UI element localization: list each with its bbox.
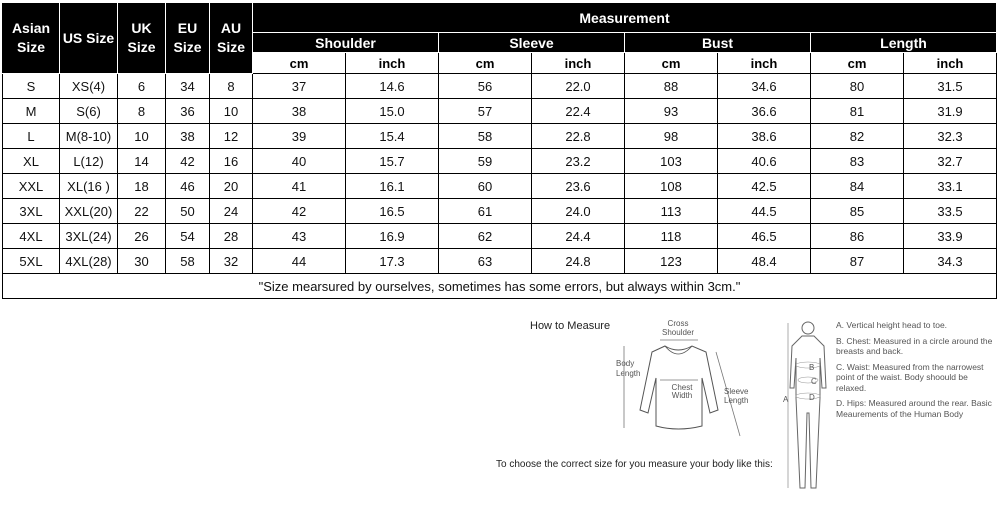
table-cell: 16 [210,149,253,174]
table-cell: 24.4 [532,224,625,249]
table-row [3,199,997,224]
sleeve-label-2: Length [724,396,749,405]
table-cell: 84 [811,174,904,199]
table-cell: 8 [118,99,166,124]
table-cell: 108 [625,174,718,199]
table-cell: L(12) [60,149,118,174]
table-cell: 113 [625,199,718,224]
table-note: "Size mearsured by ourselves, sometimes has some errors, but always within 3cm." [3,274,997,299]
header-shoulder: Shoulder [253,33,439,53]
table-cell: 46.5 [718,224,811,249]
table-cell: 4XL(28) [60,249,118,274]
table-cell: 3XL [3,199,60,224]
table-cell: 39 [253,124,346,149]
cross-label-1: Cross [667,319,689,328]
table-cell: 12 [210,124,253,149]
table-cell: 118 [625,224,718,249]
table-cell: 22 [118,199,166,224]
header-measurement: Measurement [253,3,997,33]
header-length: Length [811,33,997,53]
table-cell: 36 [166,99,210,124]
table-cell: XXL(20) [60,199,118,224]
table-cell: 56 [439,74,532,99]
table-cell: 63 [439,249,532,274]
table-cell: 38 [166,124,210,149]
table-cell: 43 [253,224,346,249]
table-cell: 40.6 [718,149,811,174]
table-cell: 86 [811,224,904,249]
table-cell: 81 [811,99,904,124]
table-cell: 58 [166,249,210,274]
table-cell: S(6) [60,99,118,124]
table-cell: 80 [811,74,904,99]
table-cell: 24.8 [532,249,625,274]
def-a: A. Vertical height head to toe. [836,320,948,330]
table-cell: 42 [253,199,346,224]
table-cell: 16.5 [346,199,439,224]
table-row [3,174,997,199]
unit-cm: cm [811,53,904,74]
table-cell: 36.6 [718,99,811,124]
table-cell: 8 [210,74,253,99]
table-cell: 40 [253,149,346,174]
table-cell: 16.1 [346,174,439,199]
table-cell: 42.5 [718,174,811,199]
table-cell: 32.3 [904,124,997,149]
table-cell: 38.6 [718,124,811,149]
table-cell: 37 [253,74,346,99]
table-cell: 93 [625,99,718,124]
header-eu-size: EU Size [166,3,210,74]
table-cell: 41 [253,174,346,199]
table-cell: 88 [625,74,718,99]
table-cell: 4XL [3,224,60,249]
table-cell: 5XL [3,249,60,274]
unit-inch: inch [532,53,625,74]
table-cell: 57 [439,99,532,124]
table-cell: M(8-10) [60,124,118,149]
table-cell: 54 [166,224,210,249]
unit-cm: cm [625,53,718,74]
table-cell: 18 [118,174,166,199]
table-cell: XXL [3,174,60,199]
table-row [3,99,997,124]
def-b: B. Chest: Measured in a circle around the breasts and back. [836,335,993,356]
table-cell: 32 [210,249,253,274]
how-to-measure-title: How to Measure [530,320,611,332]
table-cell: 15.7 [346,149,439,174]
garment-measure-diagram [610,318,760,458]
table-cell: 33.5 [904,199,997,224]
table-cell: 10 [210,99,253,124]
table-row [3,74,997,99]
table-cell: 16.9 [346,224,439,249]
table-cell: 20 [210,174,253,199]
table-cell: 15.0 [346,99,439,124]
table-cell: 34.6 [718,74,811,99]
def-d: D. Hips: Measured around the rear. Basic Meaurements of the Human Body [836,398,992,419]
table-row [3,149,997,174]
table-cell: 61 [439,199,532,224]
table-row [3,224,997,249]
table-cell: 23.6 [532,174,625,199]
table-cell: 24.0 [532,199,625,224]
table-row [3,124,997,149]
table-cell: 44.5 [718,199,811,224]
table-cell: XL(16 ) [60,174,118,199]
table-cell: 22.4 [532,99,625,124]
table-row [3,249,997,274]
table-cell: 85 [811,199,904,224]
header-bust: Bust [625,33,811,53]
table-cell: 23.2 [532,149,625,174]
table-cell: 103 [625,149,718,174]
table-cell: 34.3 [904,249,997,274]
chest-label-2: Width [671,391,693,400]
choose-size-instruction: To choose the correct size for you measure your body like this: [496,459,773,470]
table-cell: 123 [625,249,718,274]
table-cell: 83 [811,149,904,174]
table-cell: 58 [439,124,532,149]
body-label-1: Body [616,359,635,368]
table-cell: 31.5 [904,74,997,99]
table-cell: 31.9 [904,99,997,124]
table-cell: M [3,99,60,124]
table-cell: 33.9 [904,224,997,249]
unit-inch: inch [346,53,439,74]
header-us-size: US Size [60,3,118,74]
unit-cm: cm [253,53,346,74]
size-chart-table [2,2,997,299]
table-cell: XS(4) [60,74,118,99]
cross-label-2: Shoulder [661,328,695,337]
header-uk-size: UK Size [118,3,166,74]
table-cell: 14 [118,149,166,174]
body-letter-c: C [811,377,817,386]
unit-inch: inch [904,53,997,74]
table-cell: 30 [118,249,166,274]
chest-label-1: Chest [671,383,693,392]
table-cell: 22.0 [532,74,625,99]
table-cell: 87 [811,249,904,274]
table-cell: 38 [253,99,346,124]
unit-inch: inch [718,53,811,74]
sleeve-label-1: Sleeve [724,387,749,396]
table-cell: 32.7 [904,149,997,174]
body-letter-b: B [809,363,815,372]
table-cell: 28 [210,224,253,249]
table-cell: 10 [118,124,166,149]
table-cell: 26 [118,224,166,249]
table-cell: 82 [811,124,904,149]
table-cell: 6 [118,74,166,99]
table-cell: 59 [439,149,532,174]
table-cell: 42 [166,149,210,174]
table-cell: 17.3 [346,249,439,274]
table-cell: 44 [253,249,346,274]
table-cell: 98 [625,124,718,149]
table-cell: 50 [166,199,210,224]
table-cell: 24 [210,199,253,224]
header-au-size: AU Size [210,3,253,74]
unit-cm: cm [439,53,532,74]
table-cell: 46 [166,174,210,199]
body-letter-d: D [809,393,815,402]
body-letter-a: A [783,395,789,404]
body-label-2: Length [616,369,641,378]
table-cell: 15.4 [346,124,439,149]
table-cell: 48.4 [718,249,811,274]
measurement-definitions [836,320,996,424]
body-measure-diagram [780,318,835,498]
table-cell: 33.1 [904,174,997,199]
table-cell: S [3,74,60,99]
table-cell: 3XL(24) [60,224,118,249]
table-cell: 14.6 [346,74,439,99]
table-cell: L [3,124,60,149]
table-cell: 34 [166,74,210,99]
table-cell: XL [3,149,60,174]
header-sleeve: Sleeve [439,33,625,53]
table-cell: 60 [439,174,532,199]
def-c: C. Waist: Measured from the narrowest point of the waist. Body shoould be relaxed. [836,361,984,393]
header-asian-size: Asian Size [3,3,60,74]
table-cell: 22.8 [532,124,625,149]
table-cell: 62 [439,224,532,249]
